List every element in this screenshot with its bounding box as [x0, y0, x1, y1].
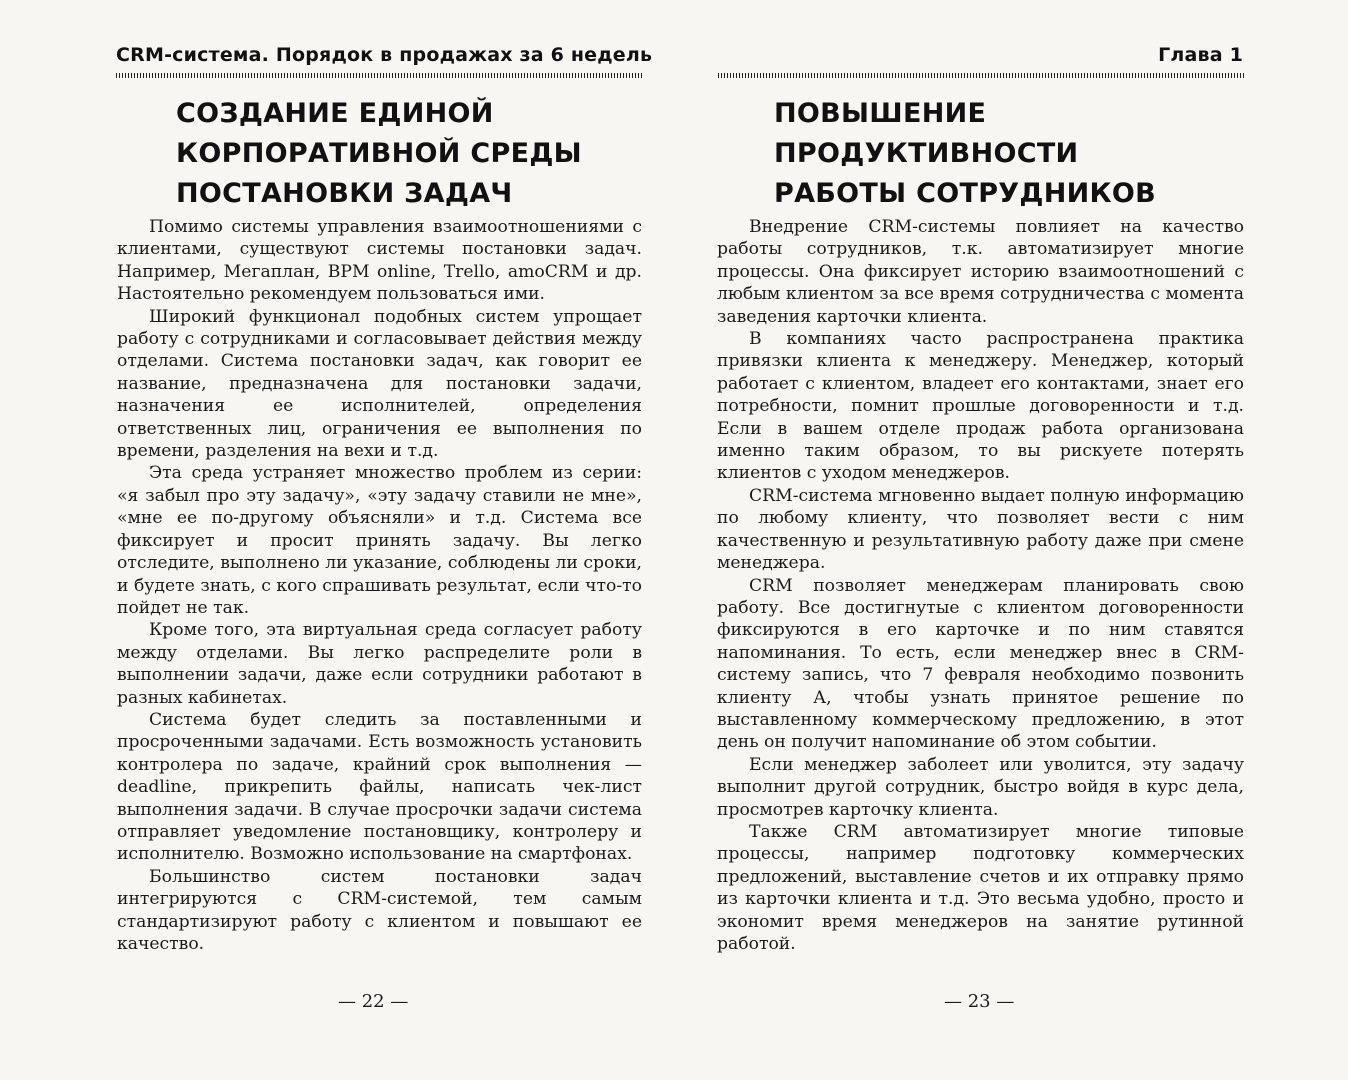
- section-title: [774, 94, 1214, 214]
- paragraph: Широкий функционал подобных систем упрощает работу с сотрудниками и согласовывает действия между отделами. Система постановки задач, как говорит ее название, предназначена для постановки задачи, назначения ее исполнителей, определения ответственных лиц, ограничения ее выполнения по времени, разделения на вехи и т.д.: [117, 306, 642, 462]
- paragraph: Эта среда устраняет множество проблем из серии: «я забыл про эту задачу», «эту задачу ставили не мне», «мне ее по-другому объясняли» и т.д. Система все фиксирует и просит принять задачу. Вы легко отследите, выполнено ли указание, соблюдены ли сроки, и будете знать, с кого спрашивать результат, если что-то пойдет не так.: [117, 463, 642, 618]
- paragraph: Помимо системы управления взаимоотношениями с клиентами, существуют системы постановки задач. Например, Мегаплан, BPM online, Trello, amoCRM и др. Настоятельно рекомендуем пользоваться ими.: [117, 217, 642, 305]
- title-line: ПОСТАНОВКИ ЗАДАЧ: [176, 178, 513, 209]
- right-page: [674, 0, 1348, 1080]
- paragraph: Большинство систем постановки задач интегрируются с CRM-системой, тем самым стандартизируют работу с клиентом и повышают ее качество.: [117, 866, 642, 954]
- paragraph: Кроме того, эта виртуальная среда согласует работу между отделами. Вы легко распределите роли в выполнении задачи, даже если сотрудники работают в разных кабинетах.: [117, 620, 642, 708]
- paragraph: В компаниях часто распространена практика привязки клиента к менеджеру. Менеджер, который работает с клиентом, владеет его контактами, знает его потребности, помнит прошлые договоренности и т.д. Если в вашем отделе продаж работа организована именно таким образом, то вы рискуете потерять клиентов с уходом менеджеров.: [717, 329, 1244, 484]
- paragraph: Если менеджер заболеет или уволится, эту задачу выполнит другой сотрудник, быстро войдя в курс дела, просмотрев карточку клиента.: [717, 754, 1244, 820]
- running-head: CRM-система. Порядок в продажах за 6 недель: [116, 44, 653, 66]
- header-rule: [116, 73, 642, 78]
- body-text: [717, 216, 1244, 955]
- body-text: [117, 216, 642, 955]
- paragraph: Система будет следить за поставленными и просроченными задачами. Есть возможность установить контролера по задаче, крайний срок выполнения — deadline, прикрепить файлы, написать чек-лист выполнения задачи. В случае просрочки задачи система отправляет уведомление постановщику, контролеру и исполнителю. Возможно использование на смартфонах.: [117, 709, 642, 865]
- title-line: ПРОДУКТИВНОСТИ: [774, 138, 1079, 169]
- page-number: — 22 —: [338, 991, 409, 1012]
- title-line: РАБОТЫ СОТРУДНИКОВ: [774, 178, 1157, 209]
- paragraph: CRM-система мгновенно выдает полную информацию по любому клиенту, что позволяет вести с ним качественную и результативную работу даже при смене менеджера.: [717, 485, 1244, 574]
- page-number: — 23 —: [944, 991, 1015, 1012]
- title-line: ПОВЫШЕНИЕ: [774, 98, 987, 129]
- paragraph: CRM позволяет менеджерам планировать свою работу. Все достигнутые с клиентом договоренности фиксируются в его карточке и по ним ставятся напоминания. То есть, если менеджер внес в CRM-систему запись, что 7 февраля необходимо позвонить клиенту А, чтобы узнать принятое решение по выставленному коммерческому предложению, в этот день он получит напоминание об этом событии.: [717, 575, 1244, 753]
- section-title: [176, 94, 616, 214]
- running-head: Глава 1: [1158, 44, 1243, 66]
- title-line: КОРПОРАТИВНОЙ СРЕДЫ: [176, 138, 582, 169]
- title-line: СОЗДАНИЕ ЕДИНОЙ: [176, 98, 494, 129]
- paragraph: Также CRM автоматизирует многие типовые процессы, например подготовку коммерческих предложений, выставление счетов и их отправку прямо из карточки клиента и т.д. Это весьма удобно, просто и экономит время менеджеров на занятие рутинной работой.: [717, 821, 1244, 954]
- header-rule: [718, 73, 1244, 78]
- paragraph: Внедрение CRM-системы повлияет на качество работы сотрудников, т.к. автоматизирует многие процессы. Она фиксирует историю взаимоотношений с любым клиентом за все время сотрудничества с момента заведения карточки клиента.: [717, 217, 1244, 327]
